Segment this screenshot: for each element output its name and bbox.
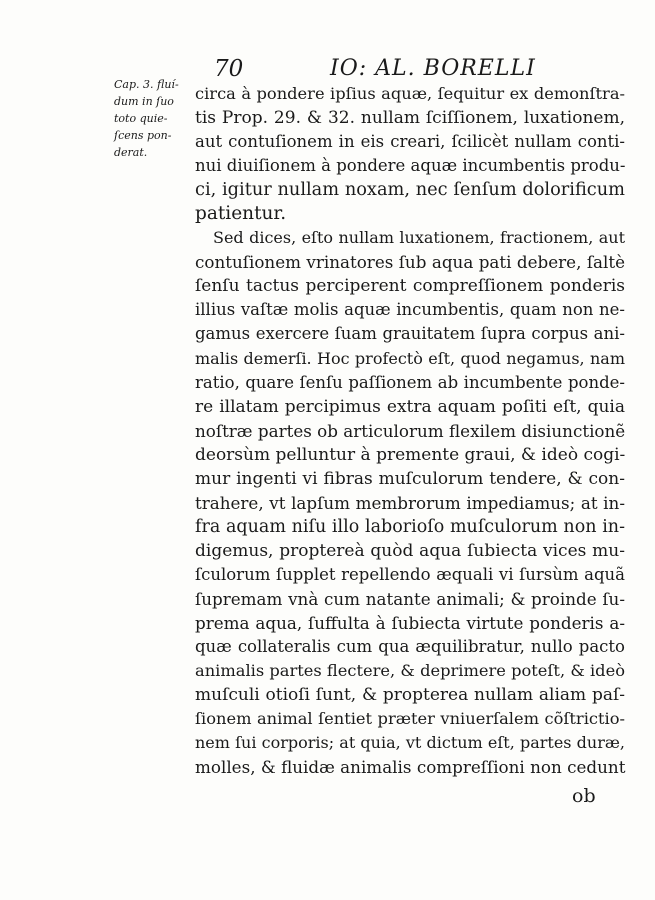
text-line: gamus exercere ſuam grauitatem ſupra corpus ani- (195, 324, 625, 344)
margin-note-line: Cap. 3. fluí- (114, 78, 179, 91)
text-line: mur ingenti vi fibras muſculorum tendere, & con- (195, 468, 625, 489)
margin-note-line: derat. (114, 146, 148, 159)
text-line: digemus, proptereà quòd aqua ſubiecta vices mu- (195, 540, 625, 561)
margin-note-line: dum in ſuo (114, 95, 174, 108)
text-line: nui diuiſionem à pondere aquæ incumbentis produ- (195, 156, 626, 176)
running-head: IO: AL. BORELLI (330, 56, 536, 81)
text-line: contuſionem vrinatores ſub aqua pati debere, ſaltè (195, 252, 625, 273)
text-line: ſupremam vnà cum natante animali; & proinde ſu- (195, 588, 625, 609)
text-line: deorsùm pelluntur à premente graui, & ideò cogi- (195, 444, 626, 465)
margin-note (114, 76, 206, 161)
text-line: illius vaſtæ molis aquæ incumbentis, quam non ne- (195, 300, 625, 320)
text-line: ci, igitur nullam noxam, nec ſenſum dolorificum (195, 180, 625, 201)
text-line: nem ſui corporis; at quia, vt dictum eſt, partes duræ, (195, 733, 625, 753)
text-line: animalis partes flectere, & deprimere poteſt, & ideò (195, 661, 625, 681)
text-line: fra aquam niſu illo laborioſo muſculorum non in- (195, 516, 625, 537)
text-line: ſculorum ſupplet repellendo æquali vi ſursùm aquã (195, 564, 625, 584)
text-line: tis Prop. 29. & 32. nullam ſciſſionem, luxationem, (195, 108, 625, 129)
text-line: aut contuſionem in eis creari, ſcilicèt nullam conti- (195, 132, 625, 152)
text-line: trahere, vt lapſum membrorum impediamus; at in- (195, 492, 625, 513)
text-line: noſtræ partes ob articulorum flexilem disiunctionẽ (195, 420, 626, 441)
text-line: molles, & fluidæ animalis compreſſioni non cedunt (195, 757, 626, 778)
text-line: quæ collateralis cum qua æquilibratur, nullo pacto (195, 637, 625, 657)
text-line: malis demerſi. Hoc profectò eſt, quod negamus, nam (195, 348, 625, 368)
text-line: re illatam percipimus extra aquam poſiti eſt, quia (195, 396, 625, 417)
margin-note-line: ſcens pon- (114, 129, 172, 142)
margin-note-line: toto quie- (114, 112, 168, 125)
page-number: 70 (214, 56, 244, 82)
text-line: patientur. (195, 203, 287, 225)
text-line: ratio, quare ſenſu paſſionem ab incumbente ponde- (195, 372, 625, 392)
catchword: ob (572, 785, 596, 807)
text-line: muſculi otioſi ſunt, & propterea nullam aliam paſ- (195, 685, 625, 706)
text-line: circa à pondere ipſius aquæ, ſequitur ex demonſtra- (195, 84, 625, 103)
body-text (195, 82, 625, 779)
text-line: prema aqua, ſuffulta à ſubiecta virtute ponderis a- (195, 613, 625, 634)
text-line: ſionem animal ſentiet præter vniuerſalem cõſtrictio- (195, 709, 625, 729)
text-line: Sed dices, eſto nullam luxationem, fractionem, aut (213, 228, 625, 248)
text-line: ſenſu tactus perciperent compreſſionem ponderis (195, 276, 625, 297)
